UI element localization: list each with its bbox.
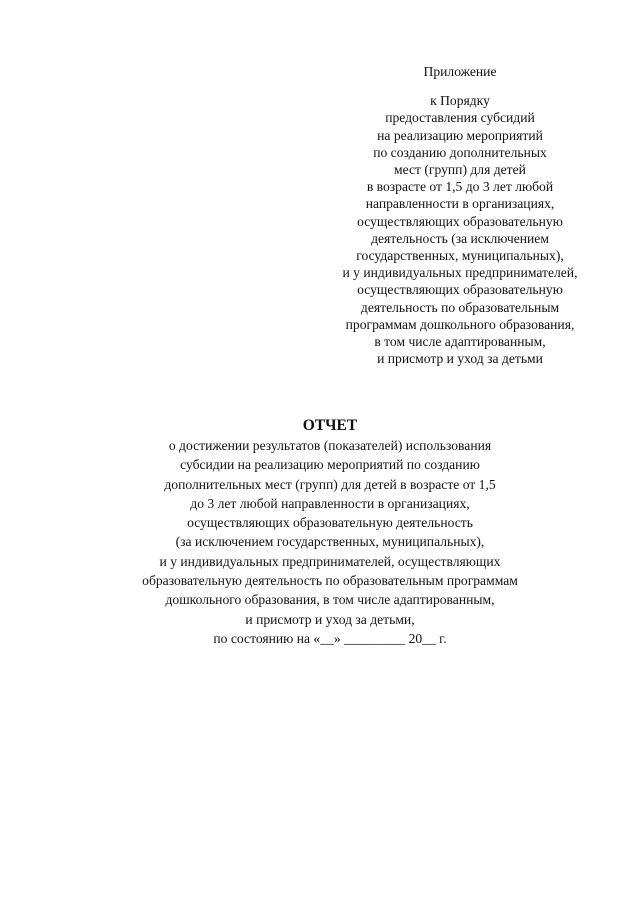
appendix-line: и у индивидуальных предпринимателей, — [342, 265, 578, 281]
appendix-line: деятельность по образовательным — [360, 299, 560, 315]
appendix-line: программам дошкольного образования, — [345, 316, 575, 332]
appendix-line: мест (групп) для детей — [394, 162, 526, 178]
report-line: до 3 лет любой направленности в организациях, — [190, 495, 470, 511]
report-line: дошкольного образования, в том числе адаптированным, — [165, 592, 495, 608]
appendix-line: государственных, муниципальных), — [356, 248, 564, 264]
appendix-line: в том числе адаптированным, — [374, 334, 546, 350]
report-block — [80, 416, 580, 648]
report-line: образовательную деятельность по образовательным программам — [142, 573, 518, 589]
report-line: субсидии на реализацию мероприятий по созданию — [180, 457, 480, 473]
appendix-block — [300, 63, 620, 367]
appendix-line: осуществляющих образовательную — [357, 213, 563, 229]
report-heading: ОТЧЕТ — [302, 417, 358, 434]
appendix-line: деятельность (за исключением — [371, 230, 549, 246]
report-date-line: по состоянию на «__» _________ 20__ г. — [213, 630, 447, 646]
appendix-line: в возрасте от 1,5 до 3 лет любой — [366, 179, 554, 195]
appendix-line: на реализацию мероприятий — [377, 127, 543, 143]
appendix-line: к Порядку — [430, 93, 490, 109]
appendix-line: направленности в организациях, — [365, 196, 555, 212]
report-line: осуществляющих образовательную деятельность — [187, 515, 473, 531]
appendix-line: и присмотр и уход за детьми — [377, 351, 543, 367]
report-line: (за исключением государственных, муниципальных), — [175, 534, 485, 550]
report-line: и у индивидуальных предпринимателей, осуществляющих — [159, 553, 501, 569]
appendix-line: по созданию дополнительных — [373, 144, 547, 160]
appendix-line: предоставления субсидий — [385, 110, 535, 126]
appendix-line: осуществляющих образовательную — [357, 282, 563, 298]
report-line: дополнительных мест (групп) для детей в возрасте от 1,5 — [164, 476, 496, 492]
report-line: о достижении результатов (показателей) использования — [168, 438, 492, 453]
appendix-title: Приложение — [423, 64, 497, 79]
report-line: и присмотр и уход за детьми, — [245, 611, 415, 627]
